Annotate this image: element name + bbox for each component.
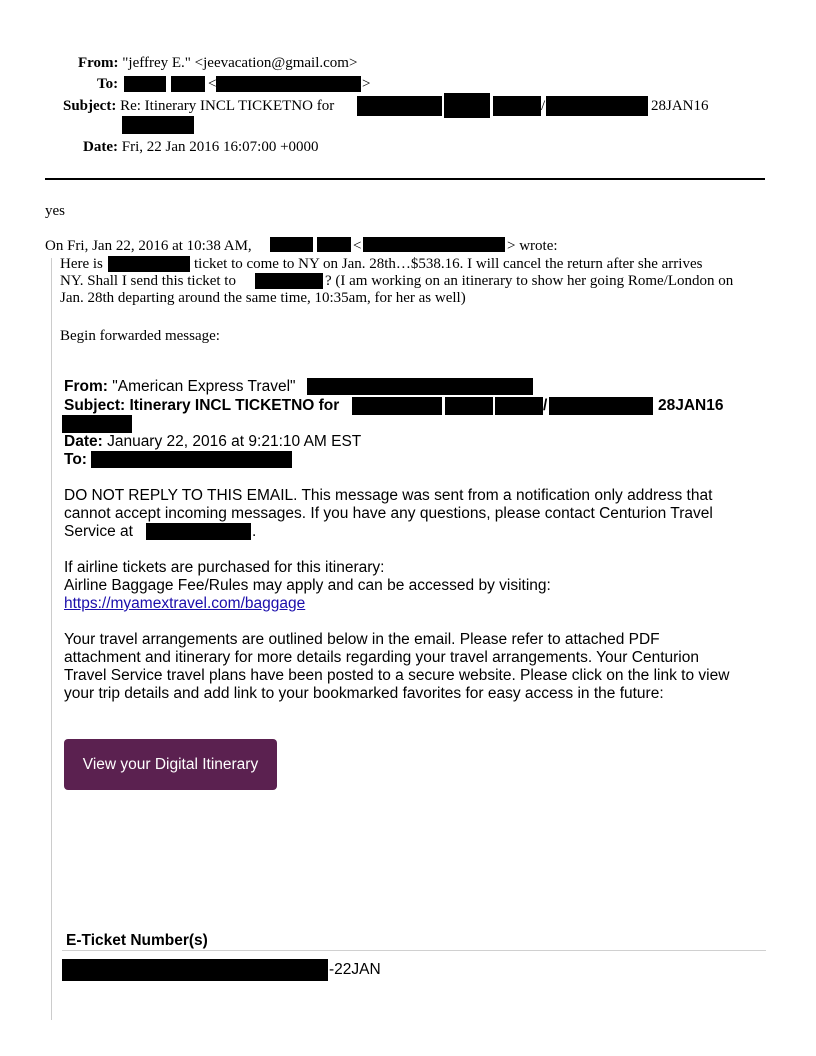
subject-slash: / <box>541 98 546 114</box>
redaction <box>124 76 166 92</box>
redaction <box>317 237 351 252</box>
notice-line-2: cannot accept incoming messages. If you have any questions, please contact Centurion Travel <box>64 505 713 522</box>
arrangements-line-3: Travel Service travel plans have been posted to a secure website. Please click on the link to view <box>64 667 730 684</box>
quote-line-2b: ? (I am working on an itinerary to show her going Rome/London on <box>325 273 734 289</box>
arrangements-line-2: attachment and itinerary for more details regarding your travel arrangements. Your Centurion <box>64 649 699 666</box>
arrangements-line-4: your trip details and add link to your bookmarked favorites for easy access in the future: <box>64 685 664 702</box>
redaction <box>255 273 323 289</box>
reply-text: yes <box>45 203 65 219</box>
redaction <box>146 523 251 540</box>
header-subject <box>63 98 334 115</box>
fwd-date-label: Date: <box>64 433 103 450</box>
fwd-subject-suffix: 28JAN16 <box>658 397 724 414</box>
redaction <box>91 451 292 468</box>
forwarded-label: Begin forwarded message: <box>60 328 220 344</box>
subject-prefix: Re: Itinerary INCL TICKETNO for <box>120 98 335 114</box>
arrangements-line-1: Your travel arrangements are outlined below in the email. Please refer to attached PDF <box>64 631 660 648</box>
redaction <box>357 96 442 116</box>
quote-intro-suffix: > wrote: <box>507 238 558 254</box>
redaction <box>363 237 505 252</box>
fwd-subject-label: Subject: Itinerary INCL TICKETNO for <box>64 397 340 414</box>
quote-line-2a: NY. Shall I send this ticket to <box>60 273 236 289</box>
quote-line-3: Jan. 28th departing around the same time, 10:35am, for her as well) <box>60 290 466 306</box>
redaction <box>493 96 541 116</box>
header-date <box>83 139 319 156</box>
redaction <box>62 959 328 981</box>
date-label: Date: <box>83 139 118 155</box>
from-label: From: <box>78 55 119 71</box>
to-lt: < <box>208 76 217 92</box>
redaction <box>444 93 490 118</box>
notice-line-1: DO NOT REPLY TO THIS EMAIL. This message was sent from a notification only address that <box>64 487 713 504</box>
quote-intro-prefix: On Fri, Jan 22, 2016 at 10:38 AM, <box>45 238 252 254</box>
eticket-suffix: -22JAN <box>329 961 381 978</box>
to-label: To: <box>97 76 119 92</box>
notice-line-3b: . <box>252 523 257 540</box>
fwd-subject-slash: / <box>543 397 548 414</box>
quote-line-1b: ticket to come to NY on Jan. 28th…$538.16. I will cancel the return after she arrives <box>194 256 703 272</box>
redaction <box>445 397 493 415</box>
redaction <box>546 96 648 116</box>
from-value: "jeffrey E." <jeevacation@gmail.com> <box>122 55 358 71</box>
redaction <box>307 378 533 395</box>
quote-intro-lt: < <box>353 238 362 254</box>
fwd-from-value: "American Express Travel" <box>112 378 296 395</box>
redaction <box>495 397 543 415</box>
header-divider <box>45 178 765 180</box>
fwd-date-value: January 22, 2016 at 9:21:10 AM EST <box>107 433 362 450</box>
baggage-line-2: Airline Baggage Fee/Rules may apply and can be accessed by visiting: <box>64 577 551 594</box>
quote-line-1a: Here is <box>60 256 103 272</box>
redaction <box>171 76 205 92</box>
quote-bar <box>51 258 52 1020</box>
fwd-from-label: From: <box>64 378 108 395</box>
view-digital-itinerary-button[interactable]: View your Digital Itinerary <box>64 739 277 790</box>
subject-label: Subject: <box>63 98 117 114</box>
redaction <box>352 397 442 415</box>
subject-suffix: 28JAN16 <box>651 98 709 114</box>
baggage-link[interactable]: https://myamextravel.com/baggage <box>64 595 306 612</box>
redaction <box>216 76 361 92</box>
redaction <box>270 237 313 252</box>
eticket-heading: E-Ticket Number(s) <box>66 932 208 949</box>
header-from <box>78 55 357 72</box>
fwd-to-label: To: <box>64 451 87 468</box>
date-value: Fri, 22 Jan 2016 16:07:00 +0000 <box>121 139 319 155</box>
eticket-divider <box>62 950 766 951</box>
fwd-from <box>64 378 296 396</box>
redaction <box>549 397 653 415</box>
baggage-line-1: If airline tickets are purchased for this itinerary: <box>64 559 385 576</box>
to-gt: > <box>362 76 371 92</box>
redaction <box>108 256 190 272</box>
redaction <box>122 116 194 134</box>
redaction <box>62 415 132 433</box>
notice-line-3a: Service at <box>64 523 133 540</box>
fwd-date <box>64 433 361 451</box>
